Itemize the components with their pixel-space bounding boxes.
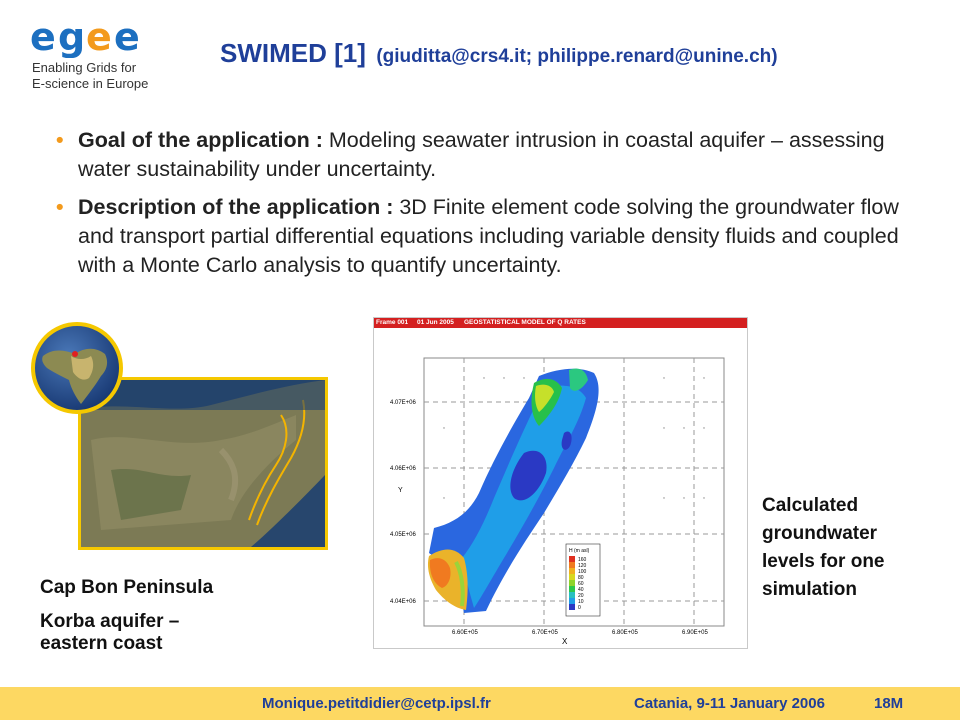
bullet-description-text: 3D Finite element code solving the groundwater flow and transport partial differential equations including variable density fluids and coupled with a Monte Carlo analysis to quantify uncertainty. (78, 195, 899, 277)
footer-email: Monique.petitdidier@cetp.ipsl.fr (262, 695, 491, 712)
legend-title: H (m asl) (569, 548, 590, 554)
x-axis-label: X (562, 637, 568, 646)
footer-slide-number: 18M (874, 695, 904, 712)
plot-caption (762, 492, 952, 604)
slide-footer (0, 687, 960, 720)
plot-header (374, 318, 747, 328)
x-tick-label: 6.90E+05 (682, 630, 708, 636)
y-tick-label: 4.04E+06 (390, 599, 416, 605)
bullet-goal (56, 126, 916, 184)
svg-text:g: g (58, 20, 87, 58)
legend-value: 100 (578, 569, 587, 575)
bullet-dot: • (56, 195, 64, 219)
plot-header-frame: Frame 001 (376, 319, 409, 326)
map-caption-line2: Korba aquifer – (40, 611, 180, 632)
plot-caption-line4: simulation (762, 579, 858, 600)
logo-tagline-1: Enabling Grids for (32, 60, 137, 75)
map-caption-line1: Cap Bon Peninsula (40, 577, 214, 598)
bullet-list (56, 126, 916, 289)
y-axis-label: Y (398, 487, 403, 494)
bullet-description-label: Description of the application : (78, 195, 394, 219)
legend-value: 20 (578, 593, 584, 599)
map-caption (40, 577, 213, 655)
satellite-map-image (78, 377, 328, 550)
globe-icon (31, 322, 123, 414)
legend-value: 60 (578, 581, 584, 587)
title-contacts: (giuditta@crs4.it; philippe.renard@unine.ch) (376, 46, 778, 67)
legend-value: 0 (578, 605, 581, 611)
svg-text:e: e (86, 20, 113, 58)
bullet-description (56, 193, 916, 280)
satellite-map-graphic (81, 380, 325, 547)
svg-text:e: e (30, 20, 57, 58)
footer-event: Catania, 9-11 January 2006 (634, 695, 825, 712)
legend-value: 120 (578, 563, 587, 569)
map-caption-line3: eastern coast (40, 633, 163, 654)
plot-caption-line1: Calculated (762, 495, 859, 516)
legend-value: 40 (578, 587, 584, 593)
x-tick-label: 6.60E+05 (452, 630, 478, 636)
plot-canvas (374, 328, 747, 648)
y-tick-label: 4.07E+06 (390, 400, 416, 406)
y-tick-label: 4.05E+06 (390, 532, 416, 538)
logo-wordmark (30, 20, 148, 64)
legend-value: 10 (578, 599, 584, 605)
plot-header-date: 01 Jun 2005 (417, 319, 454, 326)
svg-text:e: e (114, 20, 141, 58)
plot-caption-line3: levels for one (762, 551, 885, 572)
y-tick-label: 4.06E+06 (390, 466, 416, 472)
egee-logo (30, 20, 170, 92)
slide-title (220, 38, 778, 69)
title-main: SWIMED [1] (220, 38, 366, 68)
globe-graphic (35, 326, 119, 410)
logo-wordmark-graphic (30, 20, 148, 58)
plot-header-title: GEOSTATISTICAL MODEL OF Q RATES (464, 319, 586, 326)
x-tick-label: 6.80E+05 (612, 630, 638, 636)
legend-value: 160 (578, 557, 587, 563)
groundwater-plot (373, 317, 748, 649)
bullet-dot: • (56, 128, 64, 152)
legend-value: 80 (578, 575, 584, 581)
x-tick-label: 6.70E+05 (532, 630, 558, 636)
bullet-goal-text: Modeling seawater intrusion in coastal aquifer – assessing water sustainability under uncertainty. (78, 128, 885, 181)
bullet-goal-label: Goal of the application : (78, 128, 323, 152)
plot-caption-line2: groundwater (762, 523, 878, 544)
logo-tagline-2: E-science in Europe (32, 76, 149, 91)
